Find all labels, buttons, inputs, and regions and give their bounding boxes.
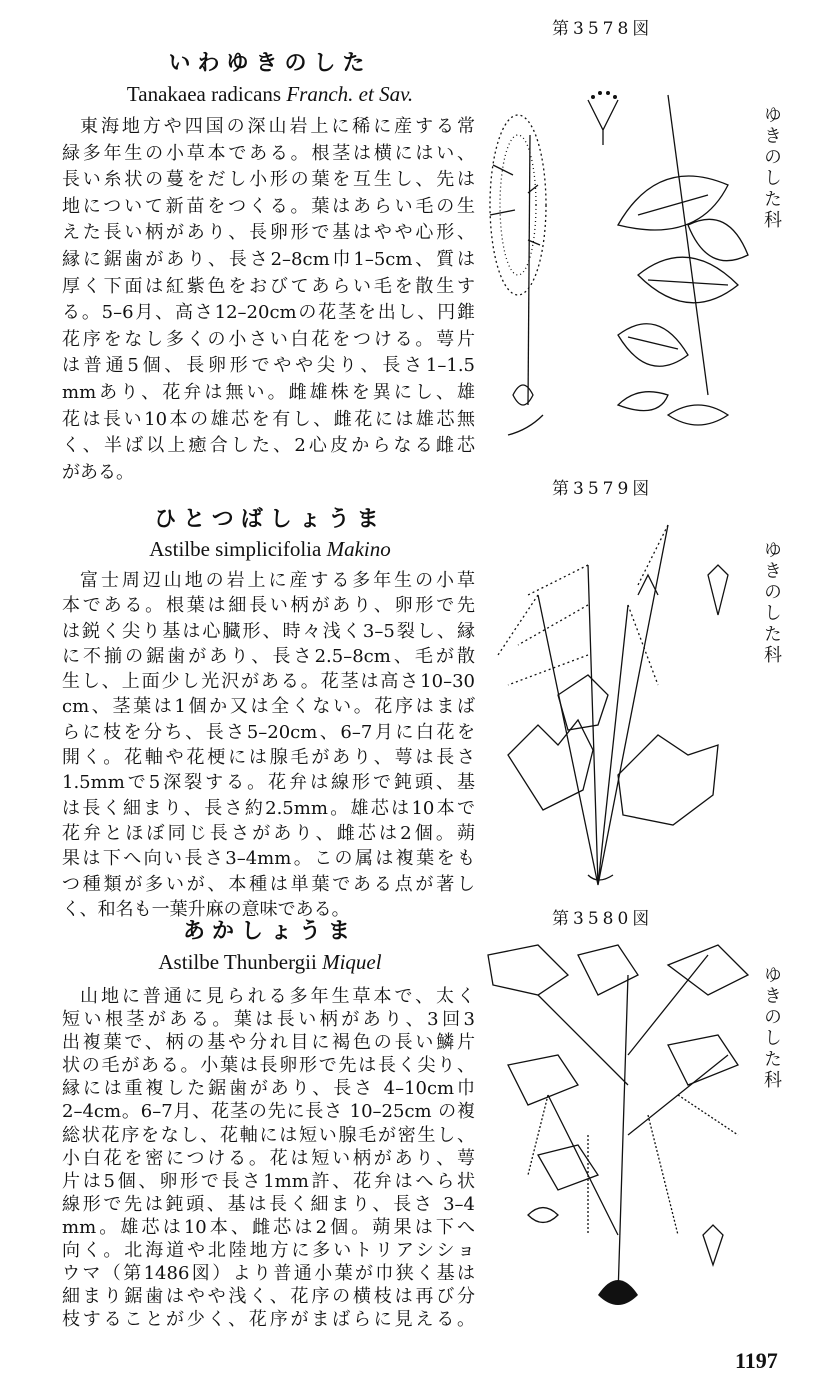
body-line: 縁に鋸歯があり、長さ2–8cm巾1–5cm、質は [62,248,475,270]
body-line: 花は長い10本の雄芯を有し、雌花には雄芯無 [62,408,475,430]
body-line: 枝することが少く、花序がまばらに見える。 [62,1309,475,1331]
flower-detail [528,1208,723,1266]
body-line: 生し、上面少し光沢がある。花茎は高さ10–30 [62,671,475,693]
entry-3-figure-label: 第3580図 [552,909,654,929]
body-line: 地について新苗をつくる。葉はあらい毛の生 [62,195,475,217]
body-line: 細まり鋸歯はやや浅く、花序の横枝は再び分 [62,1286,475,1308]
flower-stalk [528,135,530,405]
body-line: 総状花序をなし、花軸には短い腺毛が密生し、 [62,1124,475,1146]
body-line: mm。雄芯は10本、雌芯は2個。蒴果は下へ [62,1216,475,1238]
entry-3-scientific-name [60,950,480,975]
author: Franch. et Sav. [286,82,414,106]
body-line: 2–4cm。6–7月、花茎の先に長さ 10–25cm の複 [62,1101,475,1123]
body-line: 緑多年生の小草本である。根茎は横にはい、 [62,142,475,164]
body-line: は普通5個、長卵形でやや尖り、長さ1–1.5 [62,355,475,377]
entry-1-description [62,114,475,486]
rhizome [598,1280,638,1305]
stems [538,525,668,885]
body-line: 小白花を密につける。花は短い柄があり、萼 [62,1147,475,1169]
body-line: mmあり、花弁は無い。雌雄株を異にし、雄 [62,381,475,403]
body-line: cm、茎葉は1個か又は全くない。花序はまば [62,696,475,718]
entry-2-family-label: ゆきのした科 [761,540,782,666]
body-line: く、半ば以上癒合した、2心皮からなる雌芯 [62,435,475,457]
body-line: 長い糸状の蔓をだし小形の葉を互生し、先は [62,169,475,191]
body-line: ウマ（第1486図）より普通小葉が巾狭く基は [62,1263,475,1285]
body-line: つ種類が多いが、本種は単葉である点が著し [62,873,475,895]
body-line: 出複葉で、柄の基や分れ目に褐色の長い鱗片 [62,1032,475,1054]
illustration-tanakaea-radicans [478,75,758,455]
illustration-astilbe-simplicifolia [478,505,758,895]
author: Miquel [322,950,382,974]
body-line: は鋭く尖り基は心臓形、時々浅く3–5裂し、縁 [62,620,475,642]
body-line: 開く。花軸や花梗には腺毛があり、萼は長さ [62,747,475,769]
body-line: 縁には重複した鋸歯があり、長さ 4–10cm巾 [62,1078,475,1100]
inflorescence [528,1095,738,1235]
body-line: く、和名も一葉升麻の意味である。 [62,898,350,920]
entry-3-japanese-name: あかしょうま [182,918,357,944]
body-line: 本である。根葉は細長い柄があり、卵形で先 [62,595,475,617]
body-line: 1.5mmで5深裂する。花弁は線形で鈍頭、基 [62,772,475,794]
body-line: 富士周辺山地の岩上に産する多年生の小草 [80,570,475,591]
genus-species: Astilbe Thunbergii [158,950,317,974]
entry-1-japanese-name: いわゆきのした [168,50,372,76]
stem [668,95,708,395]
body-line: 向く。北海道や北陸地方に多いトリアシショ [62,1240,475,1262]
body-line: に不揃の鋸歯があり、長さ2.5–8cm、毛が散 [62,645,475,667]
leaves [488,945,748,1190]
inflorescence [498,525,668,685]
entry-1-scientific-name [60,82,480,107]
body-line: らに枝を分ち、長さ5–20cm、6–7月に白花を [62,721,475,743]
body-line: 花序をなし多くの小さい白花をつける。萼片 [62,328,475,350]
genus-species: Astilbe simplicifolia [149,537,322,561]
entry-2-scientific-name [60,537,480,562]
entry-1-family-label: ゆきのした科 [761,105,782,231]
entry-3-description [62,985,475,1331]
body-line: 花弁とほぼ同じ長さがあり、雌芯は2個。蒴 [62,822,475,844]
body-line: 厚く下面は紅紫色をおびてあらい毛を散生す [62,275,475,297]
body-line: 線形で先は鈍頭、基は長く細まり、長さ 3–4 [62,1193,475,1215]
leaf [618,735,718,825]
stems [538,955,728,1295]
body-line: る。5–6月、高さ12–20cmの花茎を出し、円錐 [62,302,475,324]
body-line: 短い根茎がある。葉は長い柄があり、3回3 [62,1009,475,1031]
body-line: がある。 [62,461,134,483]
genus-species: Tanakaea radicans [126,82,282,106]
body-line: 山地に普通に見られる多年生草本で、太く [80,986,475,1007]
body-line: は長く細まり、長さ約2.5mm。雄芯は10本で [62,797,475,819]
entry-2-figure-label: 第3579図 [552,479,654,499]
page-number: 1197 [735,1348,778,1373]
entry-1-figure-label: 第3578図 [552,19,654,39]
author: Makino [326,537,391,561]
entry-2-description [62,568,475,922]
body-line: えた長い柄があり、長卵形で基はやや心形、 [62,222,475,244]
flower-detail [588,91,618,145]
body-line: 果は下へ向い長さ3–4mm。この属は複葉をも [62,848,475,870]
panicle [490,115,546,295]
entry-2-japanese-name: ひとつばしょうま [154,506,386,532]
entry-3-family-label: ゆきのした科 [761,965,782,1091]
illustration-astilbe-thunbergii [478,935,758,1325]
body-line: 片は5個、卵形で長さ1mm許、花弁はへら状 [62,1170,475,1192]
body-line: 東海地方や四国の深山岩上に稀に産する常 [80,116,475,137]
body-line: 状の毛がある。小葉は長卵形で先は長く尖り、 [62,1055,475,1077]
